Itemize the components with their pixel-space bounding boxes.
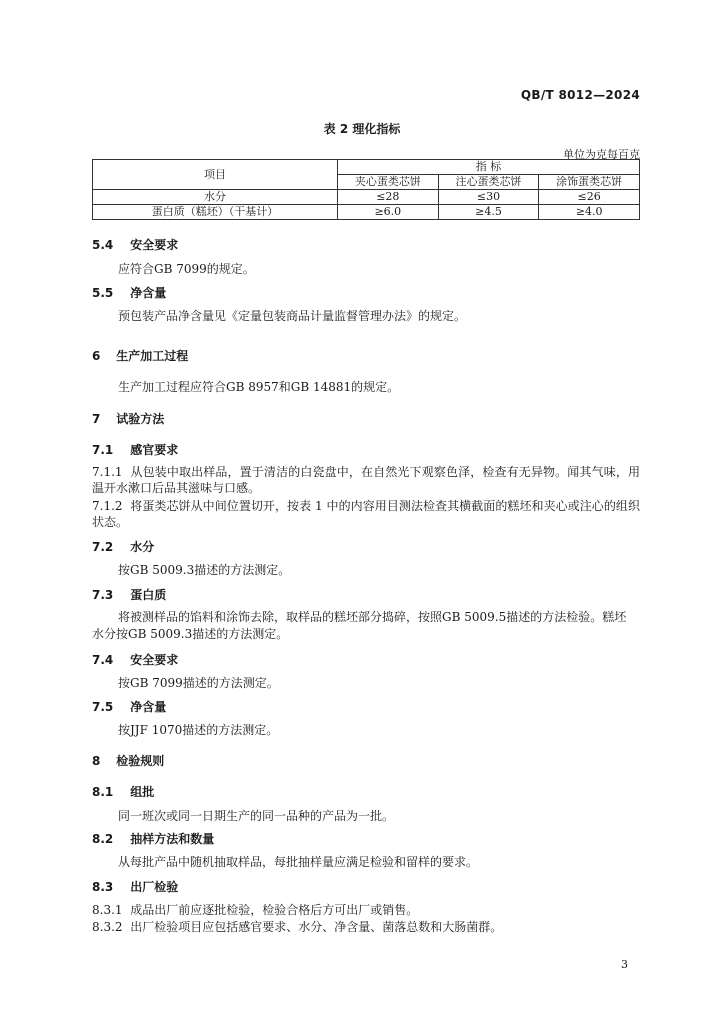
row-value: ≤30 [438, 190, 539, 205]
sub-col-header: 涂饰蛋类芯饼 [539, 175, 640, 190]
standard-code: QB/T 8012—2024 [520, 88, 640, 102]
section-heading: 8.3 出厂检验 [92, 880, 179, 894]
section-text: 从每批产品中随机抽取样品，每批抽样量应满足检验和留样的要求。 [118, 855, 479, 869]
col-header-item: 项目 [93, 160, 338, 190]
section-text: 水分按GB 5009.3描述的方法测定。 [92, 627, 289, 641]
section-heading: 7.1 感官要求 [92, 443, 179, 457]
section-heading: 5.4 安全要求 [92, 238, 179, 252]
row-value: ≥6.0 [338, 205, 439, 220]
sub-col-header: 夹心蛋类芯饼 [338, 175, 439, 190]
row-item: 水分 [93, 190, 338, 205]
table-row [93, 190, 640, 205]
spec-table [92, 159, 640, 220]
section-text: 生产加工过程应符合GB 8957和GB 14881的规定。 [118, 380, 400, 394]
section-heading: 7.4 安全要求 [92, 653, 179, 667]
section-heading: 8.1 组批 [92, 785, 155, 799]
section-text: 将被测样品的馅料和涂饰去除，取样品的糕坯部分捣碎，按照GB 5009.5描述的方法检验。糕坯 [118, 610, 627, 624]
table-row [93, 205, 640, 220]
section-paragraph: 7.1.2 将蛋类芯饼从中间位置切开，按表 1 中的内容用目测法检查其横截面的糕坯和夹心或注心的组织状态。 [92, 499, 640, 529]
section-paragraph: 7.1.1 从包装中取出样品，置于清洁的白瓷盘中，在自然光下观察色泽，检查有无异物。闻其气味，用温开水漱口后品其滋味与口感。 [92, 465, 640, 495]
section-text: 应符合GB 7099的规定。 [118, 262, 255, 276]
section-text: 按JJF 1070描述的方法测定。 [118, 723, 279, 737]
section-heading: 5.5 净含量 [92, 286, 167, 300]
section-heading: 6 生产加工过程 [92, 349, 189, 363]
section-heading: 8 检验规则 [92, 754, 165, 768]
row-item: 蛋白质（糕坯）（干基计） [93, 205, 338, 220]
sub-col-header: 注心蛋类芯饼 [438, 175, 539, 190]
section-text: 按GB 5009.3描述的方法测定。 [118, 563, 291, 577]
row-value: ≤28 [338, 190, 439, 205]
section-heading: 7.3 蛋白质 [92, 588, 167, 602]
section-heading: 8.2 抽样方法和数量 [92, 832, 215, 846]
row-value: ≥4.0 [539, 205, 640, 220]
section-paragraph: 8.3.1 成品出厂前应逐批检验，检验合格后方可出厂或销售。 [92, 903, 419, 917]
section-text: 按GB 7099描述的方法测定。 [118, 676, 279, 690]
table-title: 表 2 理化指标 [323, 122, 401, 136]
section-heading: 7 试验方法 [92, 412, 165, 426]
row-value: ≤26 [539, 190, 640, 205]
col-header-index: 指 标 [338, 160, 640, 175]
section-text: 同一班次或同一日期生产的同一品种的产品为一批。 [118, 809, 395, 823]
section-paragraph: 8.3.2 出厂检验项目应包括感官要求、水分、净含量、菌落总数和大肠菌群。 [92, 920, 503, 934]
table-unit: 单位为克每百克 [563, 148, 640, 161]
section-heading: 7.5 净含量 [92, 700, 167, 714]
table-header-row [93, 160, 640, 175]
section-heading: 7.2 水分 [92, 540, 155, 554]
page-number: 3 [621, 958, 628, 971]
section-text: 预包装产品净含量见《定量包装商品计量监督管理办法》的规定。 [118, 309, 467, 323]
row-value: ≥4.5 [438, 205, 539, 220]
